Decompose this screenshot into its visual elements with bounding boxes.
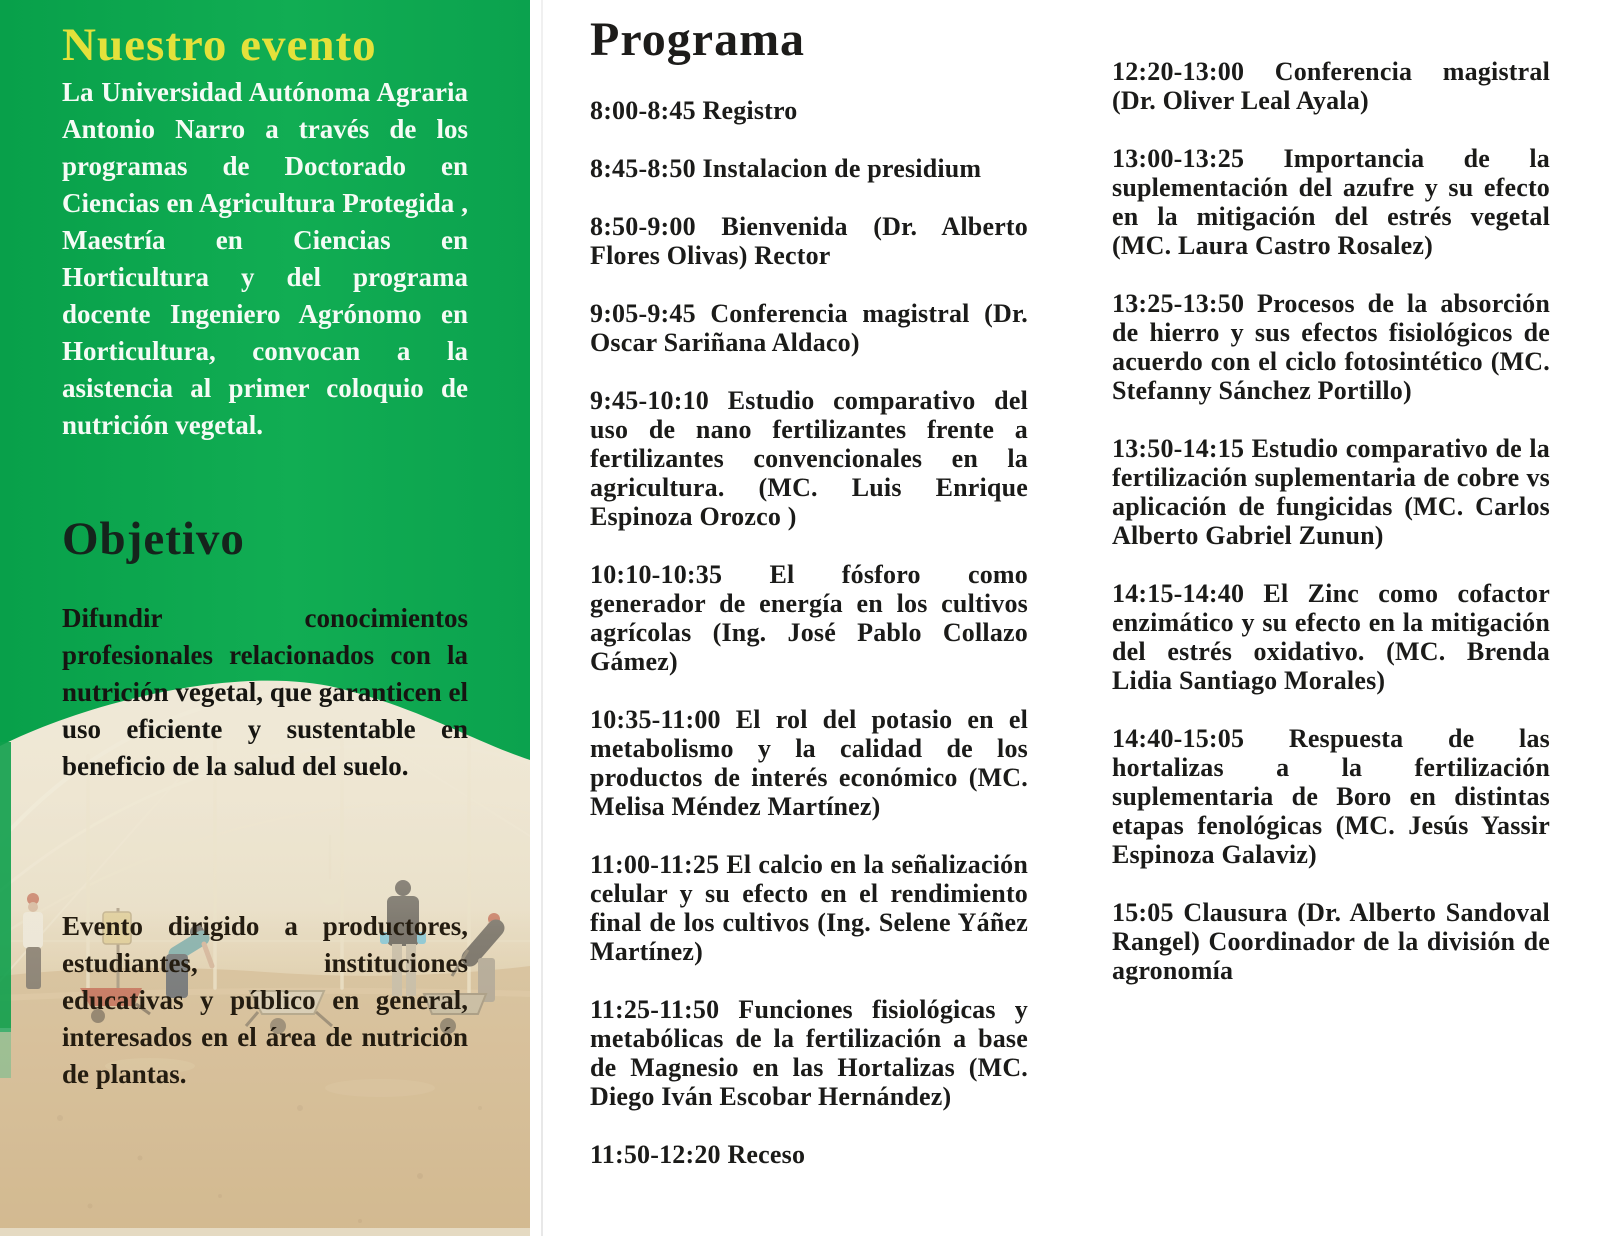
program-item: 10:35-11:00 El rol del potasio en el metabolismo y la calidad de los productos de interés económico (MC. Melisa Méndez Martínez)	[590, 705, 1028, 821]
fold-crease-line	[541, 0, 543, 1236]
program-column-1	[590, 96, 1028, 1198]
program-item: 14:15-14:40 El Zinc como cofactor enzimático y su efecto en la mitigación del estrés oxidativo. (MC. Brenda Lidia Santiago Morales)	[1112, 579, 1550, 695]
program-item: 11:25-11:50 Funciones fisiológicas y metabólicas de la fertilización a base de Magnesio en las Hortalizas (MC. Diego Iván Escobar Hernández)	[590, 995, 1028, 1111]
program-item: 10:10-10:35 El fósforo como generador de energía en los cultivos agrícolas (Ing. José Pablo Collazo Gámez)	[590, 560, 1028, 676]
program-item: 11:00-11:25 El calcio en la señalización celular y su efecto en el rendimiento final de los cultivos (Ing. Selene Yáñez Martínez)	[590, 850, 1028, 966]
program-item: 13:50-14:15 Estudio comparativo de la fertilización suplementaria de cobre vs aplicación de fungicidas (MC. Carlos Alberto Gabriel Zunun)	[1112, 434, 1550, 550]
program-title: Programa	[590, 13, 806, 66]
objective-text: Difundir conocimientos profesionales relacionados con la nutrición vegetal, que garanticen el uso eficiente y sustentable en beneficio de la salud del suelo.	[62, 603, 468, 781]
program-item: 8:50-9:00 Bienvenida (Dr. Alberto Flores Olivas) Rector	[590, 212, 1028, 270]
left-panel	[0, 0, 530, 1236]
objective-title: Objetivo	[62, 513, 245, 565]
program-item: 13:00-13:25 Importancia de la suplementación del azufre y su efecto en la mitigación del estrés vegetal (MC. Laura Castro Rosalez)	[1112, 144, 1550, 260]
program-item: 8:45-8:50 Instalacion de presidium	[590, 154, 982, 183]
program-item: 12:20-13:00 Conferencia magistral (Dr. Oliver Leal Ayala)	[1112, 57, 1550, 115]
program-item: 14:40-15:05 Respuesta de las hortalizas a la fertilización suplementaria de Boro en distintas etapas fenológicas (MC. Jesús Yassir Espinoza Galaviz)	[1112, 724, 1550, 869]
program-item: 9:45-10:10 Estudio comparativo del uso de nano fertilizantes frente a fertilizantes convencionales en la agricultura. (MC. Luis Enrique Espinoza Orozco )	[590, 386, 1028, 531]
event-intro-text: La Universidad Autónoma Agraria Antonio Narro a través de los programas de Doctorado en Ciencias en Agricultura Protegida , Maestría en Ciencias en Horticultura y del programa docente Ingeniero Agrónomo en Horticultura, convocan a la asistencia al primer coloquio de nutrición vegetal.	[62, 77, 468, 440]
green-edge-strip-fade	[0, 1028, 11, 1078]
green-edge-strip	[0, 742, 11, 1032]
program-item: 15:05 Clausura (Dr. Alberto Sandoval Rangel) Coordinador de la división de agronomía	[1112, 898, 1550, 985]
program-column-2	[1112, 57, 1550, 1014]
program-item: 8:00-8:45 Registro	[590, 96, 798, 125]
program-item: 9:05-9:45 Conferencia magistral (Dr. Oscar Sariñana Aldaco)	[590, 299, 1028, 357]
audience-text: Evento dirigido a productores, estudiantes, instituciones educativas y público en general, interesados en el área de nutrición de plantas.	[62, 911, 468, 1089]
program-item: 13:25-13:50 Procesos de la absorción de hierro y sus efectos fisiológicos de acuerdo con el ciclo fotosintético (MC. Stefanny Sánchez Portillo)	[1112, 289, 1550, 405]
event-title: Nuestro evento	[62, 19, 377, 71]
program-item: 11:50-12:20 Receso	[590, 1140, 806, 1169]
